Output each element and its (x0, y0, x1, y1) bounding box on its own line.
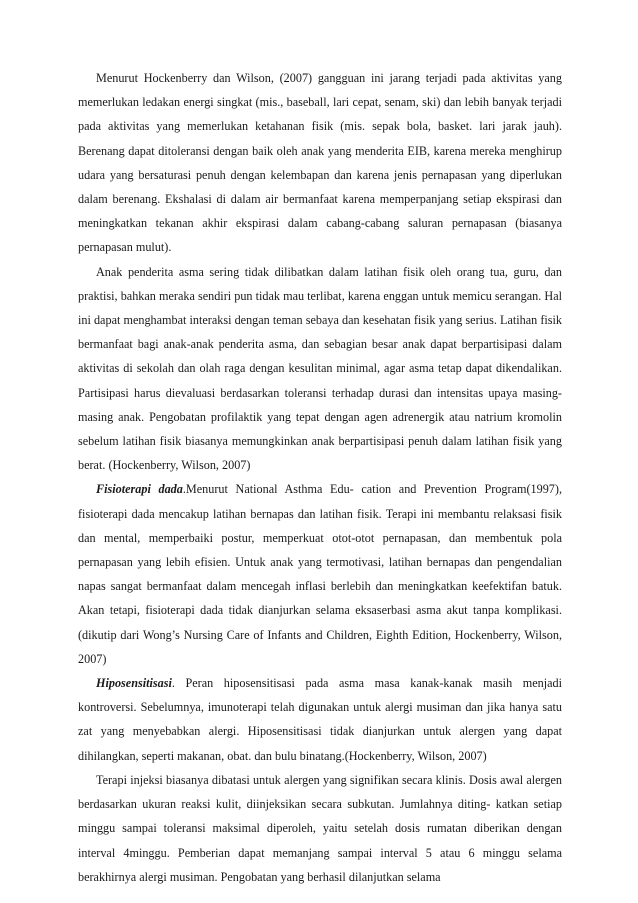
paragraph-hyposensitization (78, 671, 562, 768)
paragraph-lead-term: Fisioterapi dada (96, 482, 183, 497)
paragraph-text: . Peran hiposensitisasi pada asma masa kanak-kanak masih menjadi kontroversi. Sebelumnya, imunoterapi telah digunakan untuk alergi musiman dan jika hanya satu zat yang menyebabkan alergi. Hiposensitisasi tidak dianjurkan untuk alergen yang dapat dihilangkan, seperti makanan, obat. dan bulu binatang.(Hockenberry, Wilson, 2007) (78, 676, 562, 763)
paragraph-text: .Menurut National Asthma Edu- cation and Prevention Program(1997), fisioterapi dada mencakup latihan bernapas dan latihan fisik. Terapi ini membantu relaksasi fisik dan mental, memperbaiki postur, memperkuat otot-otot pernapasan, dan membentuk pola pernapasan yang lebih efisien. Untuk anak yang termotivasi, latihan bernapas dan pengendalian napas sangat bermanfaat dalam mencegah inflasi berlebih dan meningkatkan keefektifan batuk. Akan tetapi, fisioterapi dada tidak dianjurkan selama eksaserbasi asma akut tanpa komplikasi. (dikutip dari Wong’s Nursing Care of Infants and Children, Eighth Edition, Hockenberry, Wilson, 2007) (78, 482, 562, 666)
paragraph-text: Terapi injeksi biasanya dibatasi untuk alergen yang signifikan secara klinis. Dosis awal alergen berdasarkan ukuran reaksi kulit, diinjeksikan secara subkutan. Jumlahnya diting- katkan setiap minggu sampai toleransi maksimal diperoleh, yaitu setelah dosis rumatan diberikan dengan interval 4minggu. Pemberian dapat memanjang sampai interval 5 atau 6 minggu selama berakhirnya alergi musiman. Pengobatan yang berhasil dilanjutkan selama (78, 772, 562, 884)
paragraph-text: Anak penderita asma sering tidak dilibatkan dalam latihan fisik oleh orang tua, guru, dan praktisi, bahkan meraka sendiri pun tidak mau terlibat, karena enggan untuk memicu serangan. Hal ini dapat menghambat interaksi dengan teman sebaya dan kesehatan fisik yang serius. Latihan fisik bermanfaat bagi anak-anak penderita asma, dan sebagian besar anak dapat berpartisipasi dalam aktivitas di sekolah dan olah raga dengan kesulitan minimal, agar asma tetap dapat dikendalikan. Partisipasi harus dievaluasi berdasarkan toleransi terhadap durasi dan intensitas upaya masing-masing anak. Pengobatan profilaktik yang tepat dengan agen adrenergik atau natrium kromolin sebelum latihan fisik biasanya memungkinkan anak berpartisipasi penuh dalam latihan fisik yang berat. (Hockenberry, Wilson, 2007) (78, 264, 562, 473)
paragraph-injection-therapy (78, 768, 562, 889)
paragraph-physical-activity (78, 260, 562, 478)
paragraph-text: Menurut Hockenberry dan Wilson, (2007) gangguan ini jarang terjadi pada aktivitas yang memerlukan ledakan energi singkat (mis., baseball, lari cepat, senam, ski) dan lebih banyak terjadi pada aktivitas yang memerlukan ketahanan fisik (mis. sepak bola, basket. lari jarak jauh). Berenang dapat ditoleransi dengan baik oleh anak yang menderita EIB, karena mereka menghirup udara yang bersaturasi penuh dengan kelembapan dan karena jenis pernapasan yang diperlukan dalam berenang. Ekshalasi di dalam air bermanfaat karena memperpanjang setiap ekspirasi dan meningkatkan tekanan akhir ekspirasi dalam cabang-cabang saluran pernapasan (biasanya pernapasan mulut). (78, 71, 562, 255)
paragraph-eib-exercise (78, 66, 562, 260)
paragraph-lead-term: Hiposensitisasi (96, 676, 172, 691)
paragraph-chest-physiotherapy (78, 477, 562, 671)
document-page (78, 66, 562, 889)
